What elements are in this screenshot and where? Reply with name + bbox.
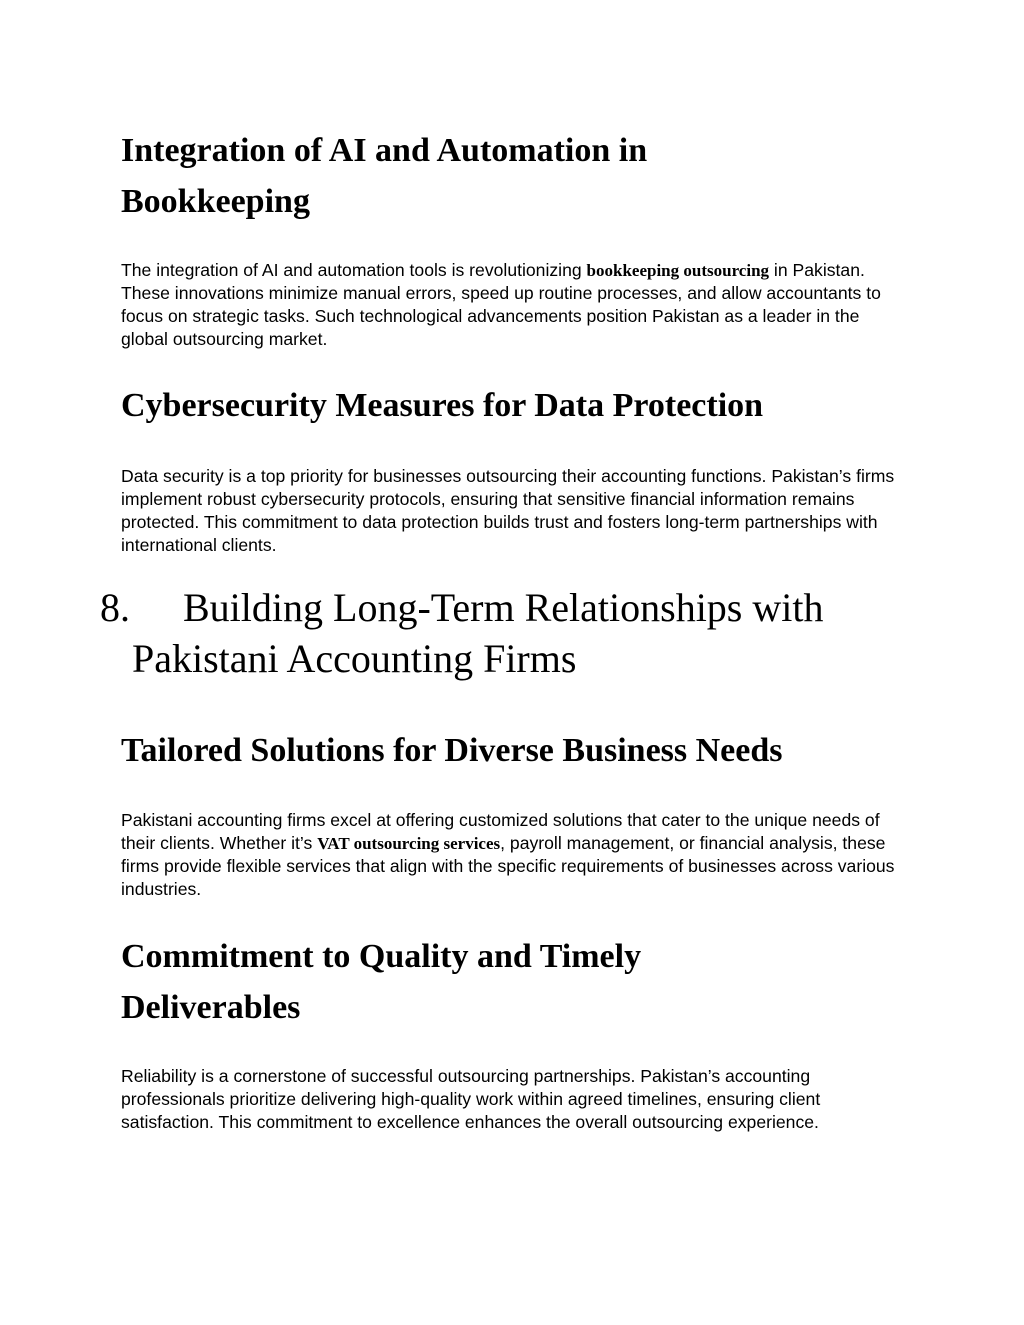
bookkeeping-outsourcing-term: bookkeeping outsourcing	[586, 261, 770, 280]
para-ai-text-1: The integration of AI and automation tools is revolutionizing	[121, 260, 587, 280]
paragraph-cybersecurity: Data security is a top priority for businesses outsourcing their accounting functions. Pakistan’s firms implement robust cybersecurity protocols, ensuring that sensitive financial information remains protected. This commitment to data protection builds trust and fosters long-term partnerships with international clients.	[121, 466, 895, 555]
heading-quality-line1: Commitment to Quality and Timely	[121, 938, 642, 975]
heading-ai-automation	[121, 125, 911, 227]
heading-cybersecurity: Cybersecurity Measures for Data Protection	[121, 387, 764, 424]
para-tailored-text-1: Pakistani accounting firms excel at offering customized solutions that cater to the unique needs of their clients. Whether it’s	[121, 810, 880, 853]
heading-quality-line2: Deliverables	[121, 989, 301, 1026]
heading-ai-line1: Integration of AI and Automation in	[121, 132, 648, 169]
heading-tailored-solutions: Tailored Solutions for Diverse Business Needs	[121, 732, 783, 769]
para-ai-text-2: in Pakistan. These innovations minimize manual errors, speed up routine processes, and allow accountants to focus on strategic tasks. Such technological advancements position Pakistan as a leader in the global outsourcing market.	[121, 260, 881, 349]
heading-quality-deliverables	[121, 931, 911, 1033]
vat-outsourcing-term: VAT outsourcing services	[317, 834, 501, 853]
numbered-heading-relationships	[100, 582, 920, 684]
numbered-heading-line2: Pakistani Accounting Firms	[132, 636, 577, 681]
paragraph-tailored-solutions	[121, 809, 911, 901]
section-number: 8.	[100, 585, 130, 630]
heading-ai-line2: Bookkeeping	[121, 183, 310, 220]
numbered-heading-line1: Building Long-Term Relationships with	[183, 585, 824, 630]
para-tailored-text-2: , payroll management, or financial analysis, these firms provide flexible services that align with the specific requirements of businesses across various industries.	[121, 833, 895, 899]
paragraph-ai-automation	[121, 259, 911, 351]
paragraph-quality-deliverables: Reliability is a cornerstone of successful outsourcing partnerships. Pakistan’s accounting professionals prioritize delivering high-quality work within agreed timelines, ensuring client satisfaction. This commitment to excellence enhances the overall outsourcing experience.	[121, 1066, 821, 1132]
